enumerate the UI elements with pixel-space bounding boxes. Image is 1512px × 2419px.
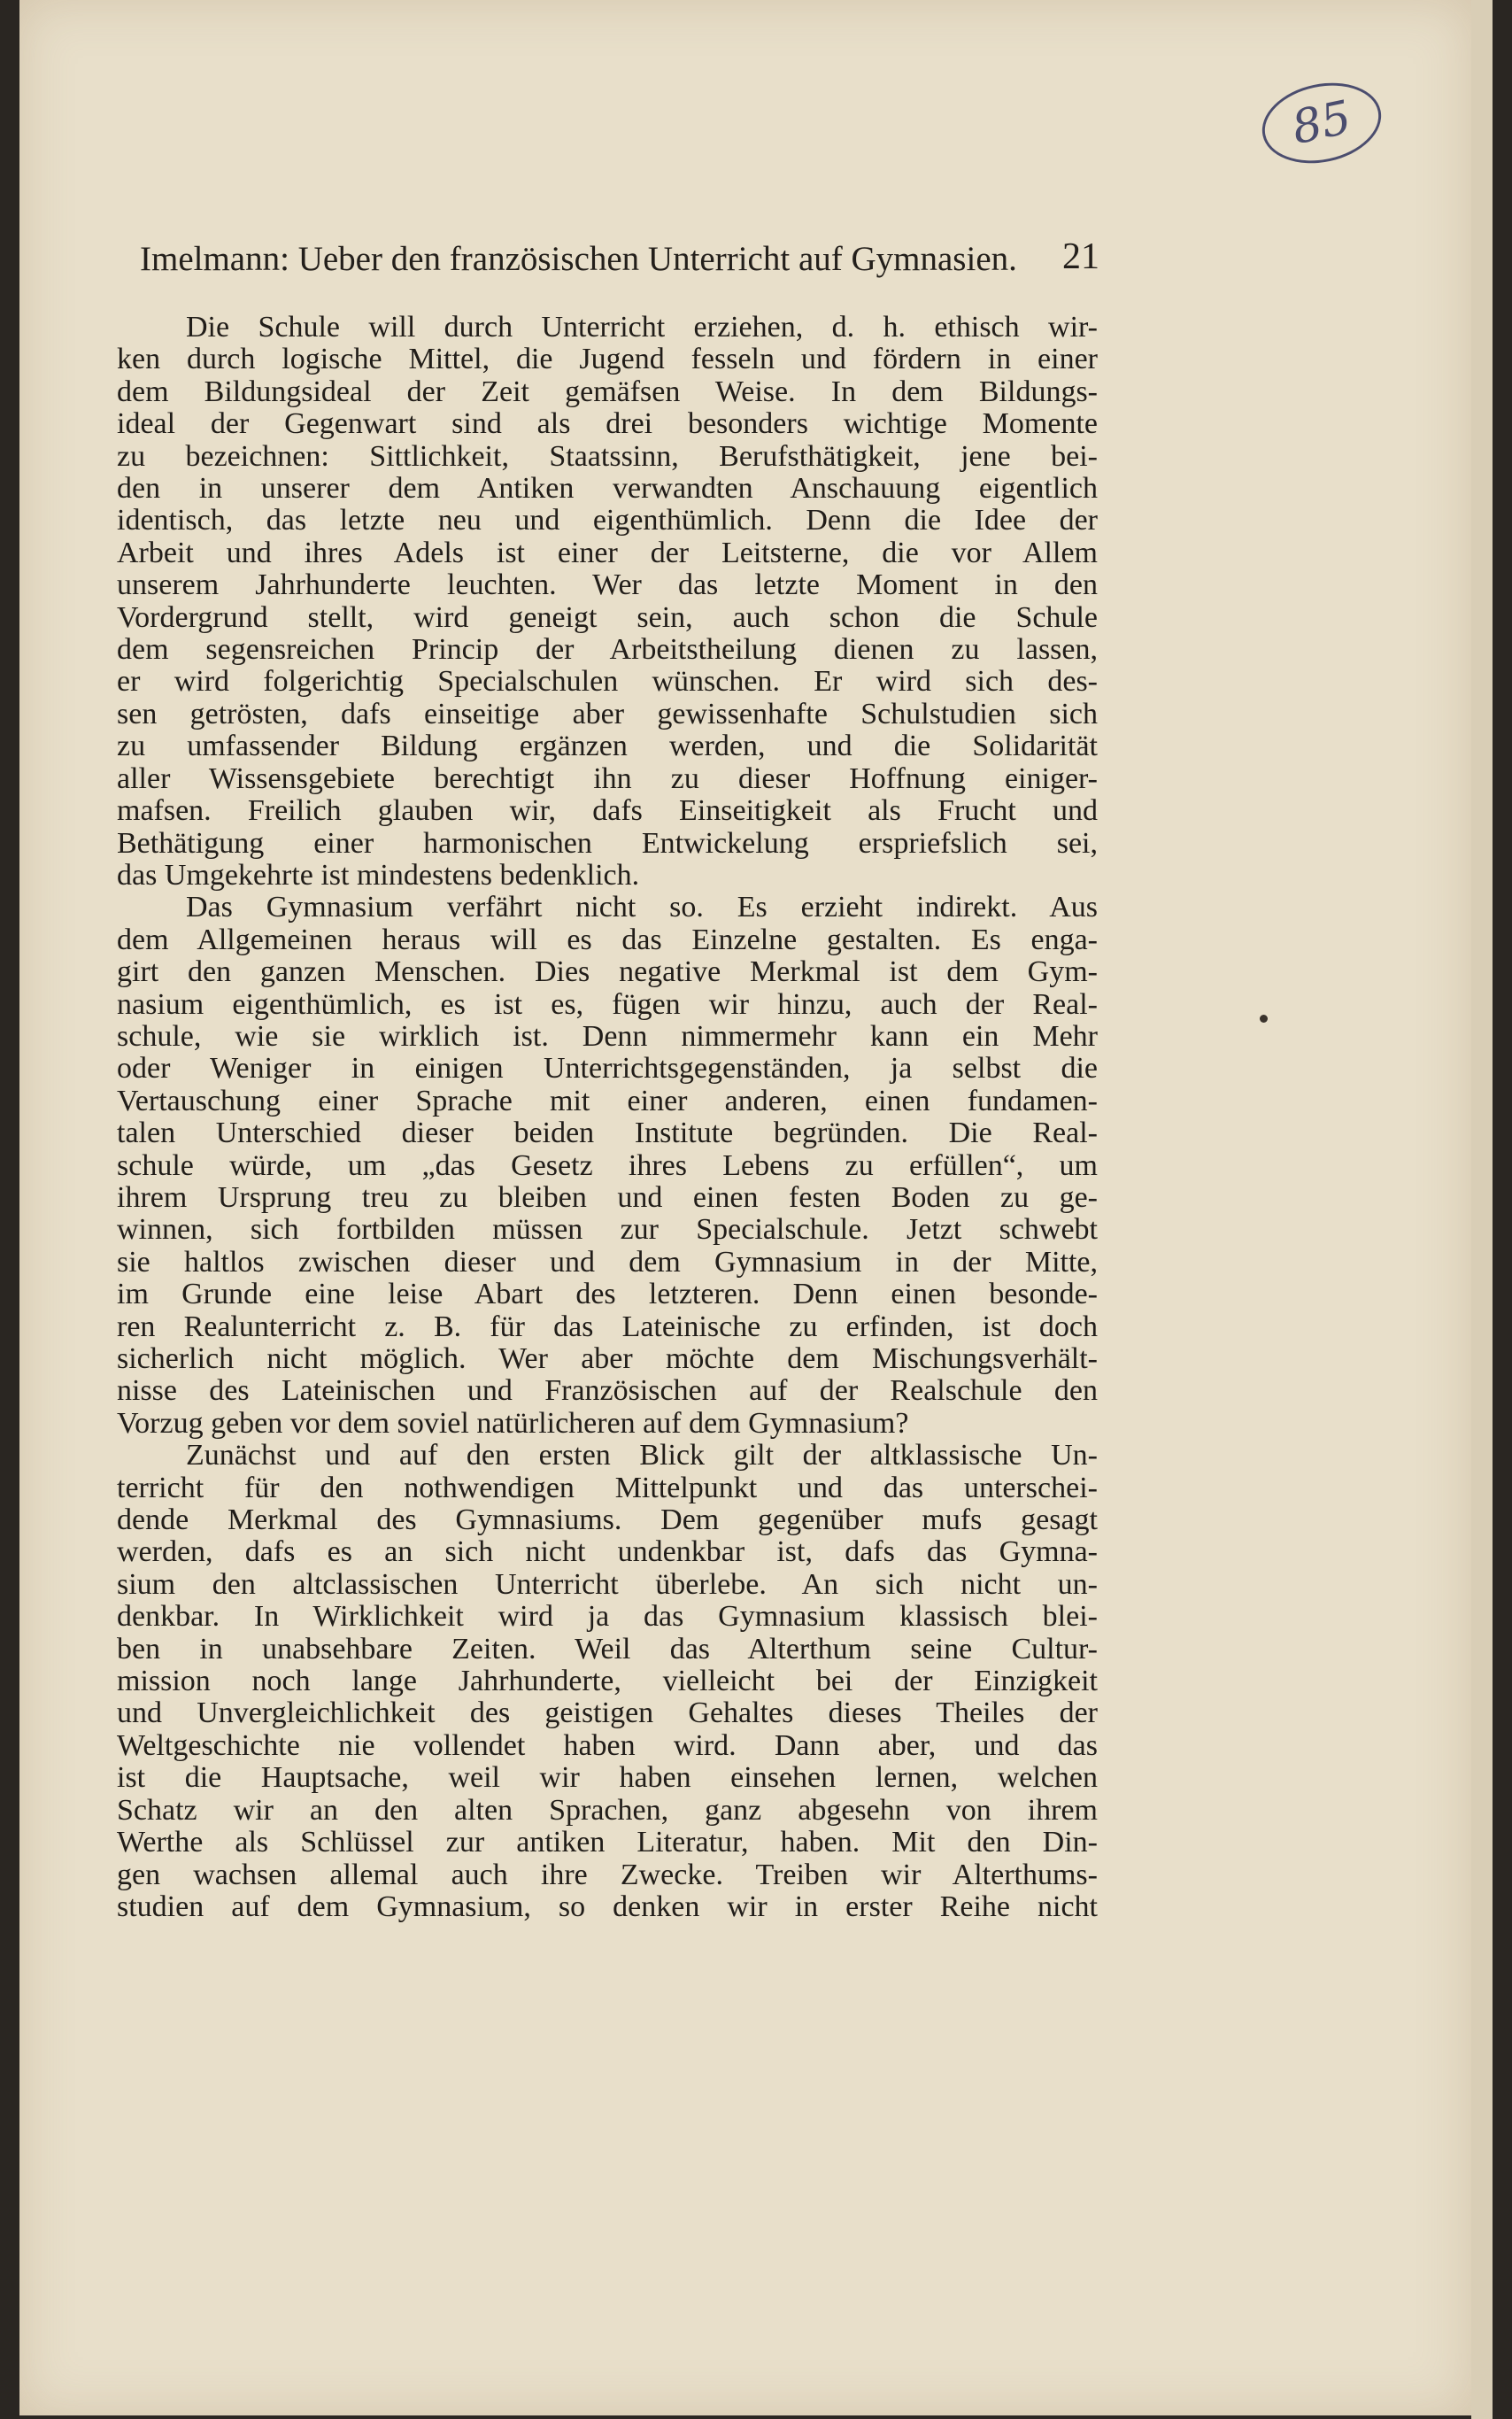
text-line: identisch, das letzte neu und eigenthümlich. Denn die Idee der bbox=[117, 504, 1098, 537]
text-line: aller Wissensgebiete berechtigt ihn zu dieser Hoffnung einiger- bbox=[117, 761, 1098, 795]
text-line: Arbeit und ihres Adels ist einer der Leitsterne, die vor Allem bbox=[117, 536, 1098, 569]
text-line: sie haltlos zwischen dieser und dem Gymnasium in der Mitte, bbox=[117, 1245, 1098, 1279]
text-line: nasium eigenthümlich, es ist es, fügen wir hinzu, auch der Real- bbox=[117, 987, 1098, 1021]
text-line: ideal der Gegenwart sind als drei besonders wichtige Momente bbox=[117, 407, 1098, 441]
text-line: talen Unterschied dieser beiden Institute begründen. Die Real- bbox=[117, 1117, 1098, 1150]
body-text bbox=[117, 312, 1098, 1923]
text-line: sicherlich nicht möglich. Wer aber möchte dem Mischungsverhält- bbox=[117, 1342, 1098, 1375]
text-line: Das Gymnasium verfährt nicht so. Es erzieht indirekt. Aus bbox=[186, 891, 1098, 924]
text-line: Schatz wir an den alten Sprachen, ganz abgesehn von ihrem bbox=[117, 1793, 1098, 1827]
text-line: nisse des Lateinischen und Französischen auf der Realschule den bbox=[117, 1374, 1098, 1408]
text-line: winnen, sich fortbilden müssen zur Specialschule. Jetzt schwebt bbox=[117, 1213, 1098, 1247]
text-line: und Unvergleichlichkeit des geistigen Gehaltes dieses Theiles der bbox=[117, 1696, 1098, 1730]
text-line: das Umgekehrte ist mindestens bedenklich. bbox=[117, 858, 640, 892]
text-line: dem Bildungsideal der Zeit gemäfsen Weise. In dem Bildungs- bbox=[117, 375, 1098, 408]
text-line: zu bezeichnen: Sittlichkeit, Staatssinn, Berufsthätigkeit, jene bei- bbox=[117, 439, 1098, 473]
text-line: werden, dafs es an sich nicht undenkbar ist, dafs das Gymna- bbox=[117, 1535, 1098, 1569]
text-line: gen wachsen allemal auch ihre Zwecke. Treiben wir Alterthums- bbox=[117, 1858, 1098, 1891]
text-line: er wird folgerichtig Specialschulen wünschen. Er wird sich des- bbox=[117, 665, 1098, 699]
text-line: girt den ganzen Menschen. Dies negative Merkmal ist dem Gym- bbox=[117, 955, 1098, 989]
page-edge bbox=[1471, 0, 1493, 2419]
text-line: Vorzug geben vor dem soviel natürlicheren auf dem Gymnasium? bbox=[117, 1406, 909, 1440]
paragraph-1 bbox=[117, 312, 1098, 892]
text-line: zu umfassender Bildung ergänzen werden, und die Solidarität bbox=[117, 730, 1098, 763]
text-line: im Grunde eine leise Abart des letzteren. Denn einen besonde- bbox=[117, 1278, 1098, 1311]
text-line: ren Realunterricht z. B. für das Lateinische zu erfinden, ist doch bbox=[117, 1310, 1098, 1343]
running-title: Imelmann: Ueber den französischen Unterricht auf Gymnasien. bbox=[140, 240, 1017, 278]
text-line: Weltgeschichte nie vollendet haben wird. Dann aber, und das bbox=[117, 1728, 1098, 1762]
text-line: terricht für den nothwendigen Mittelpunkt und das unterschei- bbox=[117, 1471, 1098, 1504]
paragraph-3 bbox=[117, 1440, 1098, 1923]
text-line: schule, wie sie wirklich ist. Denn nimmermehr kann ein Mehr bbox=[117, 1019, 1098, 1053]
text-line: Die Schule will durch Unterricht erziehen, d. h. ethisch wir- bbox=[186, 311, 1098, 344]
text-line: mission noch lange Jahrhunderte, vielleicht bei der Einzigkeit bbox=[117, 1665, 1098, 1698]
page-number: 21 bbox=[1062, 236, 1099, 277]
ink-dot bbox=[1260, 1015, 1268, 1023]
text-line: Zunächst und auf den ersten Blick gilt der altklassische Un- bbox=[186, 1439, 1098, 1472]
text-line: Vertauschung einer Sprache mit einer anderen, einen fundamen- bbox=[117, 1084, 1098, 1117]
text-line: oder Weniger in einigen Unterrichtsgegenständen, ja selbst die bbox=[117, 1052, 1098, 1086]
text-line: dem segensreichen Princip der Arbeitstheilung dienen zu lassen, bbox=[117, 633, 1098, 667]
text-line: studien auf dem Gymnasium, so denken wir in erster Reihe nicht bbox=[117, 1890, 1098, 1923]
text-line: ihrem Ursprung treu zu bleiben und einen festen Boden zu ge- bbox=[117, 1180, 1098, 1214]
text-line: sium den altclassischen Unterricht überlebe. An sich nicht un- bbox=[117, 1567, 1098, 1601]
text-line: sen getrösten, dafs einseitige aber gewissenhafte Schulstudien sich bbox=[117, 697, 1098, 730]
text-line: mafsen. Freilich glauben wir, dafs Einseitigkeit als Frucht und bbox=[117, 794, 1098, 828]
text-line: ben in unabsehbare Zeiten. Weil das Alterthum seine Cultur- bbox=[117, 1632, 1098, 1665]
text-line: schule würde, um „das Gesetz ihres Lebens zu erfüllen“, um bbox=[117, 1148, 1098, 1182]
text-line: denkbar. In Wirklichkeit wird ja das Gymnasium klassisch blei- bbox=[117, 1600, 1098, 1634]
text-line: dende Merkmal des Gymnasiums. Dem gegenüber mufs gesagt bbox=[117, 1503, 1098, 1537]
text-line: ist die Hauptsache, weil wir haben einsehen lernen, welchen bbox=[117, 1761, 1098, 1795]
archive-number-mark: 85 bbox=[1254, 73, 1388, 174]
text-line: Werthe als Schlüssel zur antiken Literatur, haben. Mit den Din- bbox=[117, 1826, 1098, 1859]
text-line: ken durch logische Mittel, die Jugend fesseln und fördern in einer bbox=[117, 343, 1098, 376]
text-line: Bethätigung einer harmonischen Entwickelung erspriefslich sei, bbox=[117, 826, 1098, 860]
text-line: den in unserer dem Antiken verwandten Anschauung eigentlich bbox=[117, 472, 1098, 506]
text-line: Vordergrund stellt, wird geneigt sein, auch schon die Schule bbox=[117, 600, 1098, 634]
text-line: unserem Jahrhunderte leuchten. Wer das letzte Moment in den bbox=[117, 568, 1098, 602]
paragraph-2 bbox=[117, 892, 1098, 1440]
text-line: dem Allgemeinen heraus will es das Einzelne gestalten. Es enga- bbox=[117, 923, 1098, 956]
